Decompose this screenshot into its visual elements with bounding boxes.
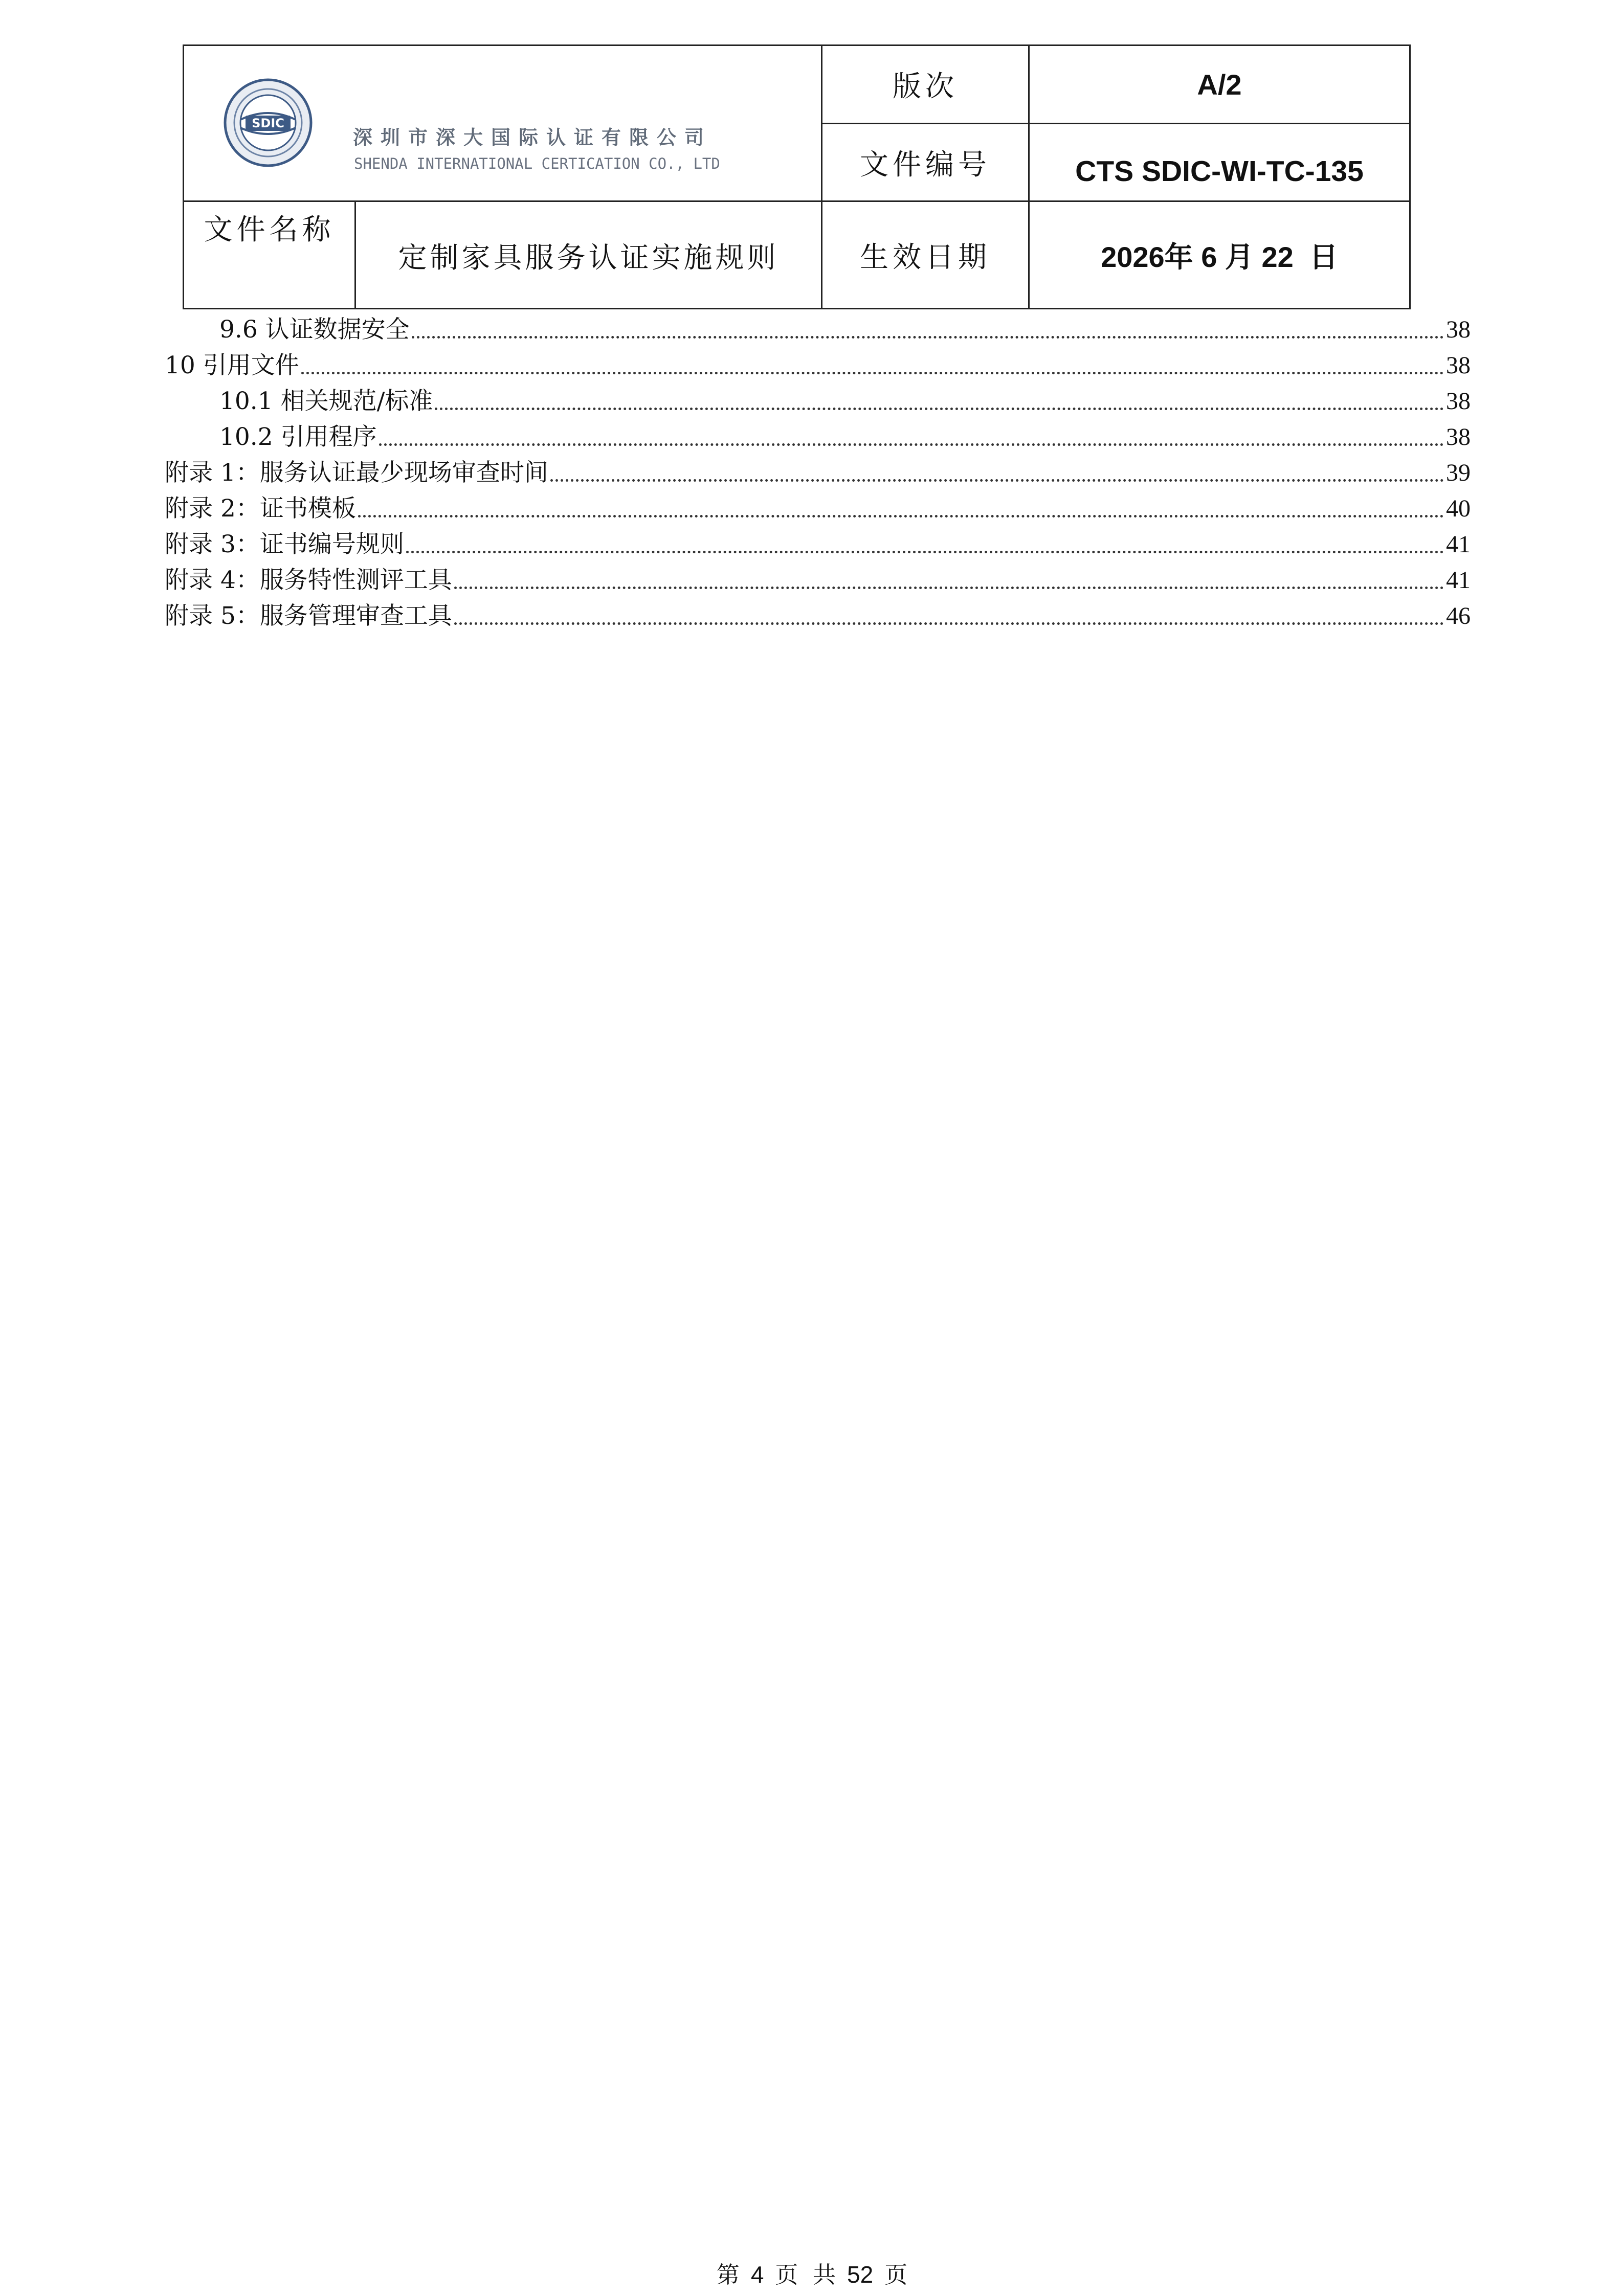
toc-entry[interactable] [165, 312, 1471, 348]
toc-leader-dots [454, 622, 1444, 625]
logo-text: SDIC [252, 116, 284, 130]
toc-leader-dots [379, 443, 1444, 446]
toc-leader-dots [412, 336, 1444, 339]
toc-leader-dots [454, 587, 1444, 589]
toc-leader-dots [358, 515, 1444, 517]
footer-prefix: 第 [716, 2261, 740, 2288]
footer-suffix: 页 [884, 2261, 908, 2288]
version-label: 版次 [893, 70, 958, 103]
toc-entry-title: 附录 5：服务管理审查工具 [165, 602, 452, 630]
toc-entry-page: 38 [1446, 423, 1471, 451]
toc-entry-page: 46 [1446, 602, 1471, 629]
toc-entry[interactable] [165, 562, 1471, 598]
doc-name-value: 定制家具服务认证实施规则 [398, 241, 779, 275]
toc-entry[interactable] [165, 527, 1471, 562]
effective-date-value: 2026年 6 月 22 日 [1101, 240, 1338, 273]
total-page-count: 52 [847, 2261, 874, 2288]
toc-entry-page: 38 [1446, 352, 1471, 379]
toc-leader-dots [406, 551, 1444, 553]
toc-entry[interactable] [165, 598, 1471, 634]
toc-entry-title: 9.6 认证数据安全 [219, 316, 410, 344]
toc-entry-title: 10.2 引用程序 [219, 423, 377, 451]
toc-entry-title: 附录 2：证书模板 [165, 494, 356, 523]
footer-middle: 页 共 [775, 2261, 836, 2288]
company-name-en: SHENDA INTERNATIONAL CERTICATION CO., LTD [354, 155, 720, 172]
document-header-table [183, 44, 1411, 309]
toc-entry-page: 38 [1446, 388, 1471, 415]
current-page-number: 4 [750, 2261, 764, 2288]
toc-leader-dots [550, 479, 1444, 482]
toc-entry-title: 10 引用文件 [165, 351, 299, 379]
version-value: A/2 [1197, 68, 1242, 101]
toc-entry-title: 附录 1：服务认证最少现场审查时间 [165, 459, 548, 487]
toc-entry[interactable] [165, 348, 1471, 384]
toc-entry-title: 附录 4：服务特性测评工具 [165, 566, 452, 594]
doc-number-label: 文件编号 [860, 148, 991, 182]
toc-entry-page: 41 [1446, 531, 1471, 558]
toc-entry-page: 38 [1446, 316, 1471, 343]
toc-leader-dots [435, 408, 1444, 410]
sdic-seal-icon [222, 77, 314, 169]
toc-leader-dots [301, 372, 1444, 374]
toc-entry[interactable] [165, 455, 1471, 491]
toc-entry[interactable] [165, 384, 1471, 419]
toc-entry-title: 10.1 相关规范/标准 [219, 387, 433, 415]
toc-entry-page: 39 [1446, 459, 1471, 486]
toc-entry-page: 40 [1446, 495, 1471, 522]
toc-entry-title: 附录 3：证书编号规则 [165, 530, 404, 558]
toc-entry[interactable] [165, 419, 1471, 455]
company-name-cn: 深圳市深大国际认证有限公司 [353, 126, 713, 149]
page-footer [0, 2256, 1624, 2289]
toc-entry[interactable] [165, 491, 1471, 527]
company-logo-block [222, 77, 785, 172]
toc-entry-page: 41 [1446, 567, 1471, 594]
doc-number-value: CTS SDIC-WI-TC-135 [1075, 154, 1364, 188]
doc-name-label: 文件名称 [204, 213, 335, 246]
effective-date-label: 生效日期 [860, 240, 991, 274]
